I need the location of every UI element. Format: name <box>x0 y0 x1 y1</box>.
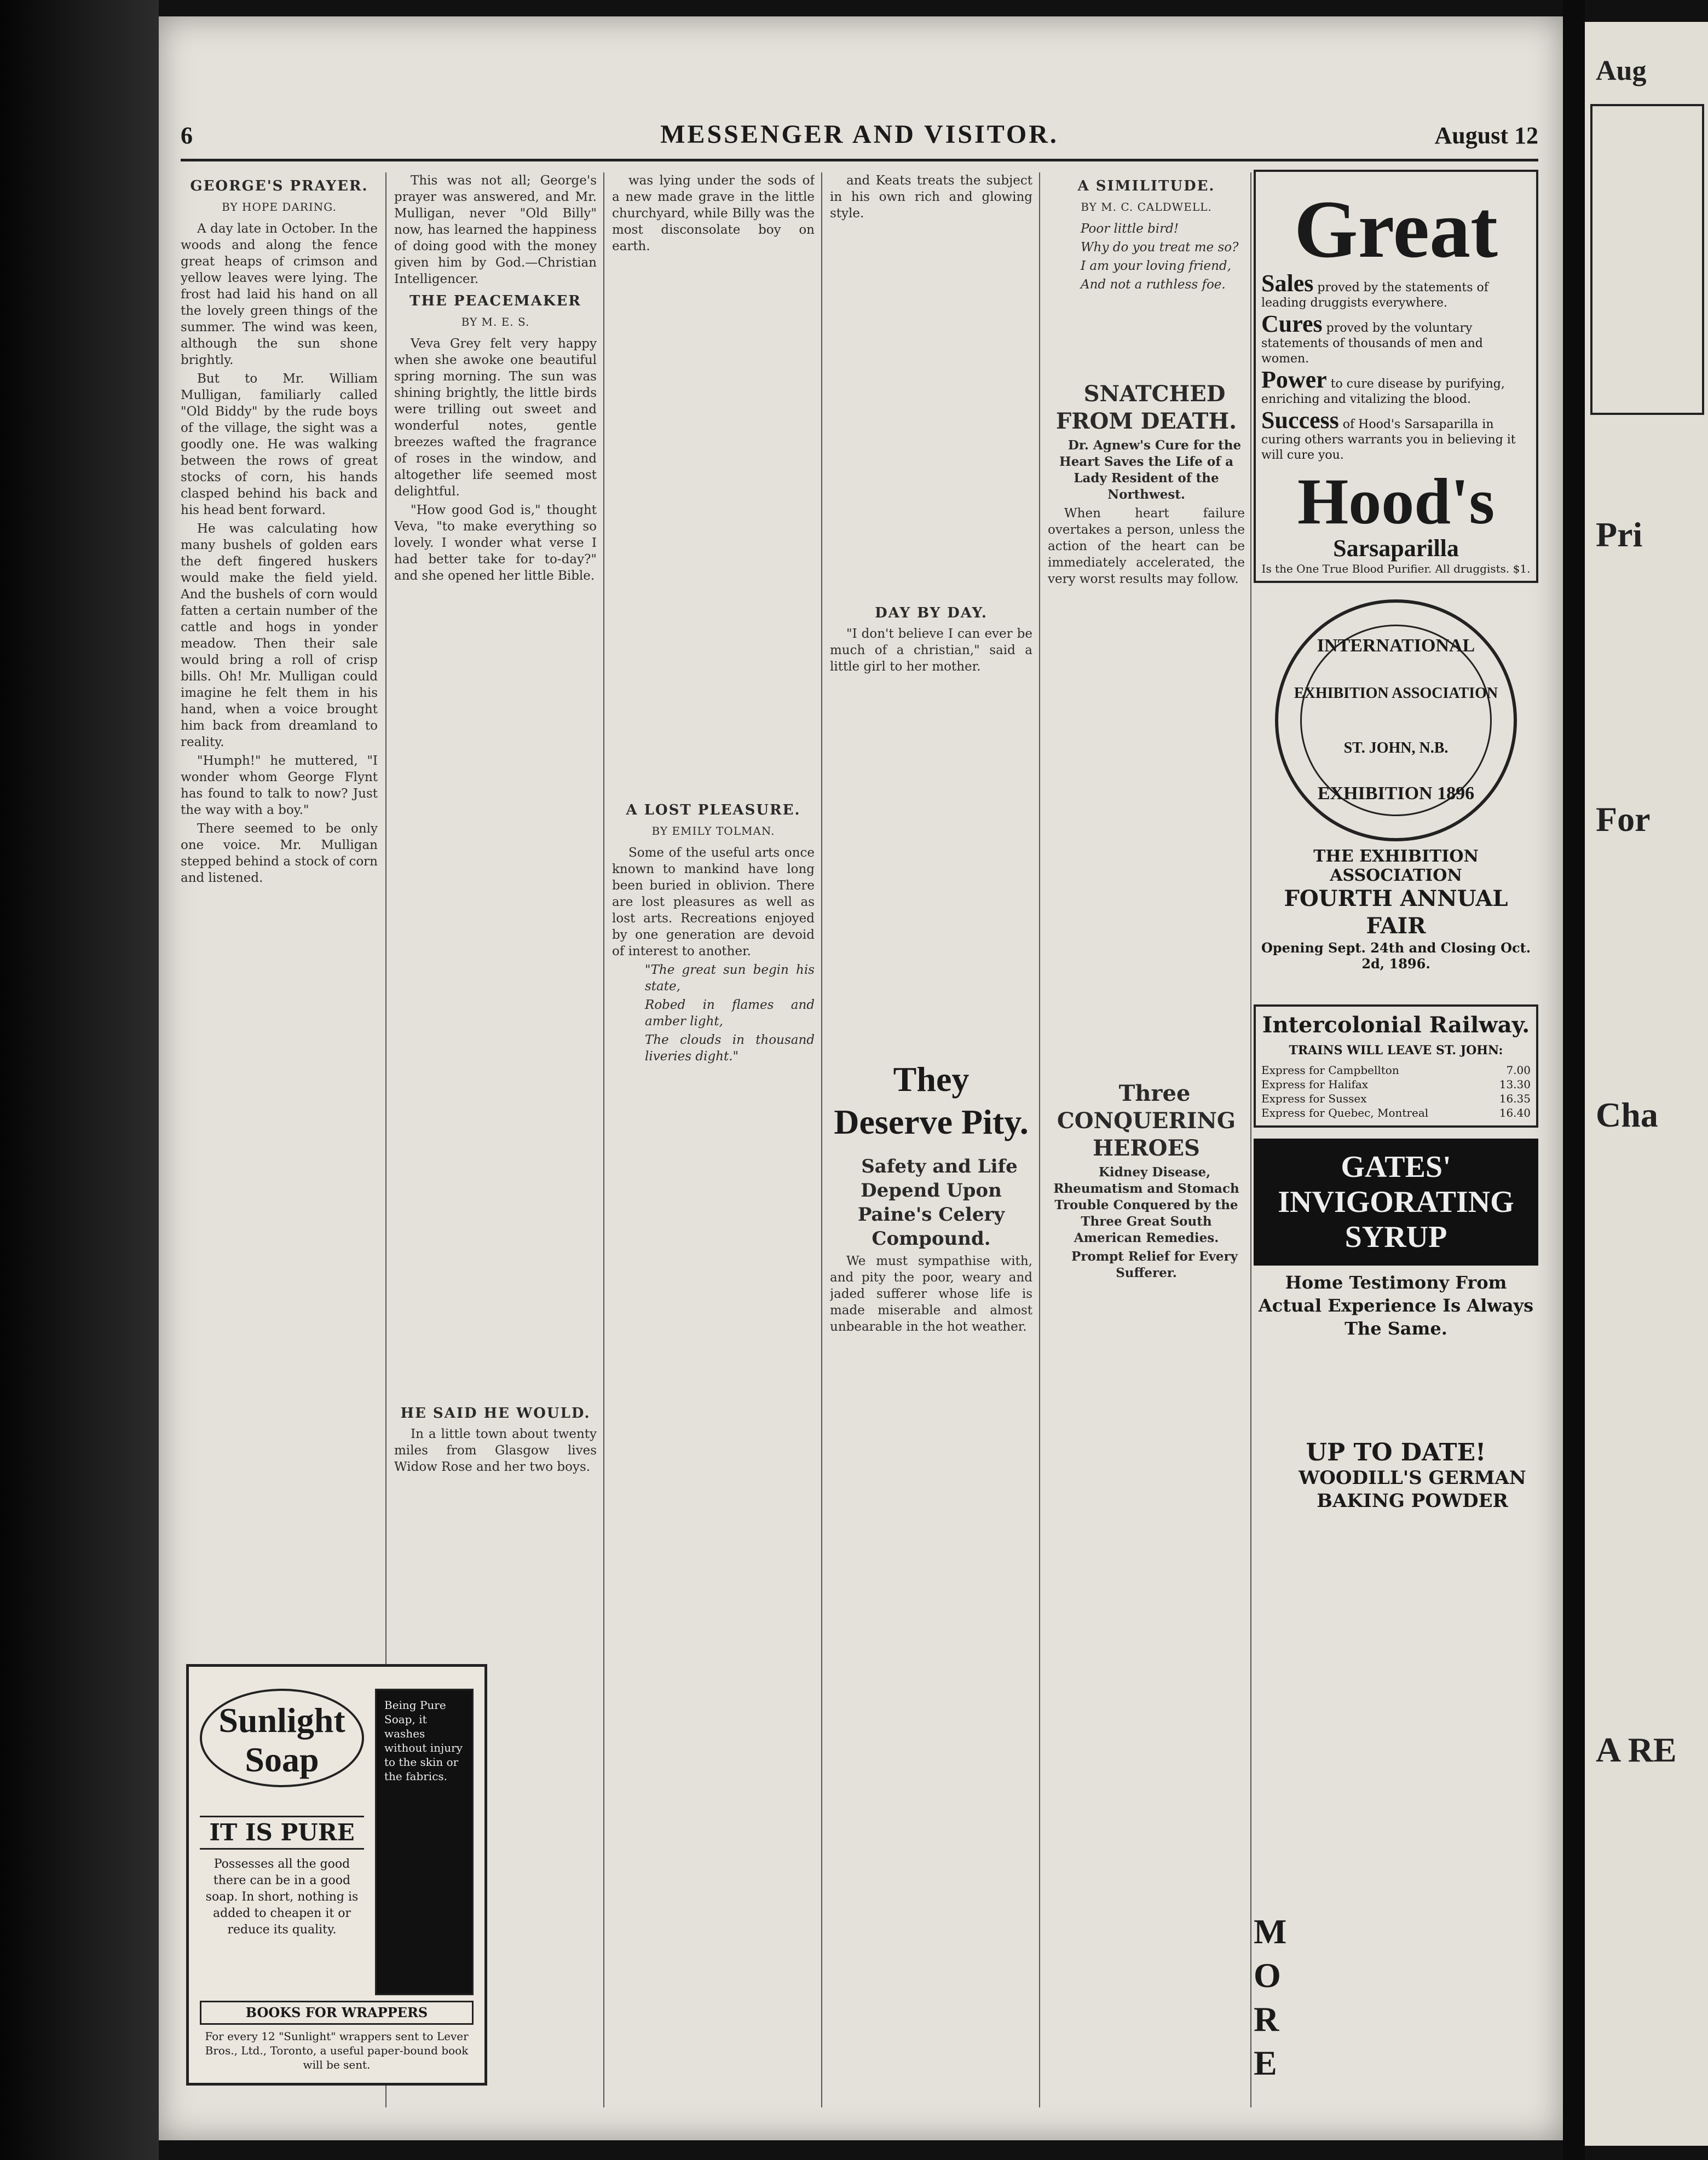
column-2 <box>394 172 597 2118</box>
railway-heading: Intercolonial Railway. <box>1262 1012 1530 1038</box>
badge-year: EXHIBITION 1896 <box>1317 783 1475 804</box>
paragraph: In a little town about twenty miles from Glasgow lives Widow Rose and her two boys. <box>394 1427 597 1474</box>
column-3 <box>612 172 815 2118</box>
column-rule <box>1039 172 1040 2107</box>
paragraph: and Keats treats the subject in his own rich and glowing style. <box>830 174 1032 221</box>
masthead <box>181 115 1538 161</box>
article-byline: BY M. C. CALDWELL. <box>1081 200 1212 213</box>
badge-city: ST. JOHN, N.B. <box>1343 740 1449 756</box>
paragraph: This was not all; George's prayer was answered, and Mr. Mulligan, never "Old Billy" now, has learned the happiness of doing good with the money given him by God.—Christian Intelligencer. <box>394 174 597 286</box>
ad-headline: Three CONQUERING HEROES <box>1057 1081 1236 1161</box>
poem-line: And not a ruthless foe. <box>1081 278 1226 292</box>
ad-row: Power to cure disease by purifying, enriching and vitalizing the blood. <box>1261 366 1505 406</box>
newspaper-page <box>159 16 1563 2140</box>
paper-title: MESSENGER AND VISITOR. <box>660 120 1059 149</box>
paragraph: Some of the useful arts once known to mankind have long been buried in oblivion. There are lost pleasures as well as lost arts. Recreations enjoyed by one generation are devoid of interest to another. <box>612 846 815 958</box>
ad-tagline: Prompt Relief for Every Sufferer. <box>1071 1249 1238 1280</box>
timetable <box>1261 1063 1531 1120</box>
adjacent-ad-box <box>1590 104 1704 415</box>
page-gutter <box>1563 0 1585 2160</box>
poem-line: I am your loving friend, <box>1081 259 1231 273</box>
ad-headline: They Deserve Pity. <box>834 1060 1029 1141</box>
fair-heading: FOURTH ANNUAL FAIR <box>1284 886 1508 939</box>
adjacent-fragment: Aug <box>1596 55 1647 86</box>
paragraph: We must sympathise with, and pity the poor, weary and jaded sufferer whose life is made miserable and almost unbearable in the hot weather. <box>830 1254 1032 1334</box>
paragraph: "How good God is," thought Veva, "to make everything so lovely. I wonder what verse I had better take for to-day?" and she opened her little Bible. <box>394 503 597 583</box>
adjacent-fragment: Pri <box>1596 515 1643 554</box>
sunlight-purity <box>200 1809 364 1938</box>
fair-dates: Opening Sept. 24th and Closing Oct. 2d, 1896. <box>1261 940 1531 972</box>
more-letter: E <box>1254 2043 1277 2082</box>
ad-row: Sales proved by the statements of leading druggists everywhere. <box>1261 270 1488 310</box>
poem-line: Why do you treat me so? <box>1081 240 1239 255</box>
paragraph: was lying under the sods of a new made grave in the little churchyard, while Billy was the most disconsolate boy on earth. <box>612 174 815 253</box>
paragraph: "Humph!" he muttered, "I wonder whom George Flynt has found to talk to now? Just the way with a boy." <box>181 754 378 817</box>
blood-purifier-line: Is the One True Blood Purifier. All druggists. $1. <box>1261 562 1531 575</box>
badge-middle: EXHIBITION ASSOCIATION <box>1294 685 1498 702</box>
adjacent-page <box>1585 22 1708 2146</box>
poem-line: "The great sun begin his state, <box>645 963 815 994</box>
hoods-ad <box>1254 170 1538 583</box>
purity-head: IT IS PURE <box>200 1816 364 1850</box>
poem-line: The clouds in thousand liveries dight." <box>645 1033 815 1064</box>
paragraph: A day late in October. In the woods and along the fence great heaps of crimson and yellow leaves were lying. The frost had laid his hand on all the lovely green things of the summer. The wind was keen, although the sun shone brightly. <box>181 222 378 367</box>
great-heading: Great <box>1294 184 1498 275</box>
hoods-logo: Hood's <box>1297 465 1495 538</box>
ad-subheadline: Kidney Disease, Rheumatism and Stomach Trouble Conquered by the Three Great South American Remedies. <box>1053 1165 1239 1245</box>
scan-edge <box>0 0 159 2160</box>
timetable-row: Express for Quebec, Montreal 16.40 <box>1261 1106 1531 1119</box>
testimony-heading: Home Testimony From Actual Experience Is Always The Same. <box>1258 1272 1534 1339</box>
uptodate-heading: UP TO DATE! <box>1306 1439 1486 1466</box>
article-byline: BY EMILY TOLMAN. <box>651 824 775 838</box>
paragraph: But to Mr. William Mulligan, familiarly called "Old Biddy" by the rude boys of the village, the sight was a goodly one. He was walking between the rows of great stocks of corn, his hands clasped behind his back and his head bent forward. <box>181 372 378 517</box>
ad-row: Success of Hood's Sarsaparilla in curing others warrants you in believing it will cure you. <box>1261 407 1516 462</box>
adjacent-fragment: For <box>1596 800 1651 839</box>
column-rule <box>603 172 604 2107</box>
sunlight-logo: Sunlight Soap <box>200 1689 364 1787</box>
exhibition-heading: THE EXHIBITION ASSOCIATION <box>1313 847 1479 885</box>
paragraph: There seemed to be only one voice. Mr. Mulligan stepped behind a stock of corn and listened. <box>181 822 378 885</box>
adjacent-fragment: A RE <box>1596 1730 1677 1769</box>
ad-column <box>1254 170 1538 2118</box>
exhibition-badge <box>1275 599 1517 841</box>
purity-text: Possesses all the good there can be in a good soap. In short, nothing is added to cheapen it or reduce its quality. <box>205 1857 359 1937</box>
adjacent-fragment: Cha <box>1596 1095 1658 1134</box>
poem-line: Robed in flames and amber light, <box>645 998 815 1029</box>
column-rule <box>821 172 822 2107</box>
article-title: A SIMILITUDE. <box>1077 178 1215 194</box>
ad-row: Cures proved by the voluntary statements of thousands of men and women. <box>1261 310 1483 366</box>
paragraph: "I don't believe I can ever be much of a christian," said a little girl to her mother. <box>830 627 1032 674</box>
badge-top: INTERNATIONAL <box>1317 636 1475 656</box>
issue-date: August 12 <box>1434 122 1538 149</box>
article-byline: BY HOPE DARING. <box>222 200 337 213</box>
timetable-row: Express for Campbellton 7.00 <box>1261 1064 1531 1077</box>
article-title: GEORGE'S PRAYER. <box>190 178 368 194</box>
article-title: A LOST PLEASURE. <box>626 802 801 818</box>
trains-heading: TRAINS WILL LEAVE ST. JOHN: <box>1289 1043 1503 1058</box>
ad-subheadline: Dr. Agnew's Cure for the Heart Saves the Life of a Lady Resident of the Northwest. <box>1059 438 1242 502</box>
article-title: DAY BY DAY. <box>875 605 988 621</box>
more-letter: O <box>1254 1956 1281 1995</box>
article-title: THE PEACEMAKER <box>409 293 581 309</box>
column-rule <box>1250 172 1251 2107</box>
railway-ad <box>1254 1004 1538 1128</box>
ad-subheadline: Safety and Life Depend Upon Paine's Celery Compound. <box>857 1156 1018 1250</box>
paragraph: Veva Grey felt very happy when she awoke one beautiful spring morning. The sun was shining brightly, the little birds were trilling out sweet and wonderful notes, gentle breezes wafted the fragrance of roses in the window, and altogether life seemed most delightful. <box>394 337 597 499</box>
page-number: 6 <box>181 122 193 149</box>
paragraph: He was calculating how many bushels of golden ears the deft fingered huskers would make the field yield. And the bushels of corn would fatten a certain number of the cattle and hogs in yonder meadow. Then their sale would bring a roll of crisp bills. Oh! Mr. Mulligan could imagine he felt them in his hand, when a voice brought him back from dreamland to reality. <box>181 522 378 749</box>
article-byline: BY M. E. S. <box>461 315 530 328</box>
timetable-row: Express for Halifax 13.30 <box>1261 1078 1531 1091</box>
more-letter: R <box>1254 2000 1279 2038</box>
sunlight-claim: Being Pure Soap, it washes without injury to the skin or the fabrics. <box>375 1689 474 1995</box>
column-5 <box>1048 172 1245 2118</box>
books-text: For every 12 "Sunlight" wrappers sent to Lever Bros., Ltd., Toronto, a useful paper-bound book will be sent. <box>205 2030 469 2071</box>
paragraph: When heart failure overtakes a person, unless the action of the heart can be immediately accelerated, the very worst results may follow. <box>1048 506 1245 586</box>
article-title: HE SAID HE WOULD. <box>400 1405 591 1422</box>
timetable-row: Express for Sussex 16.35 <box>1261 1092 1531 1105</box>
more-letter: M <box>1254 1912 1287 1951</box>
poem-line: Poor little bird! <box>1081 222 1179 236</box>
books-head: BOOKS FOR WRAPPERS <box>200 2001 474 2025</box>
gates-syrup-ad: GATES' INVIGORATING SYRUP <box>1254 1139 1538 1266</box>
column-4 <box>830 172 1032 2118</box>
ad-headline: SNATCHED FROM DEATH. <box>1055 381 1237 434</box>
woodill-heading: WOODILL'S GERMAN BAKING POWDER <box>1299 1467 1526 1512</box>
sarsaparilla-label: Sarsaparilla <box>1333 535 1459 562</box>
